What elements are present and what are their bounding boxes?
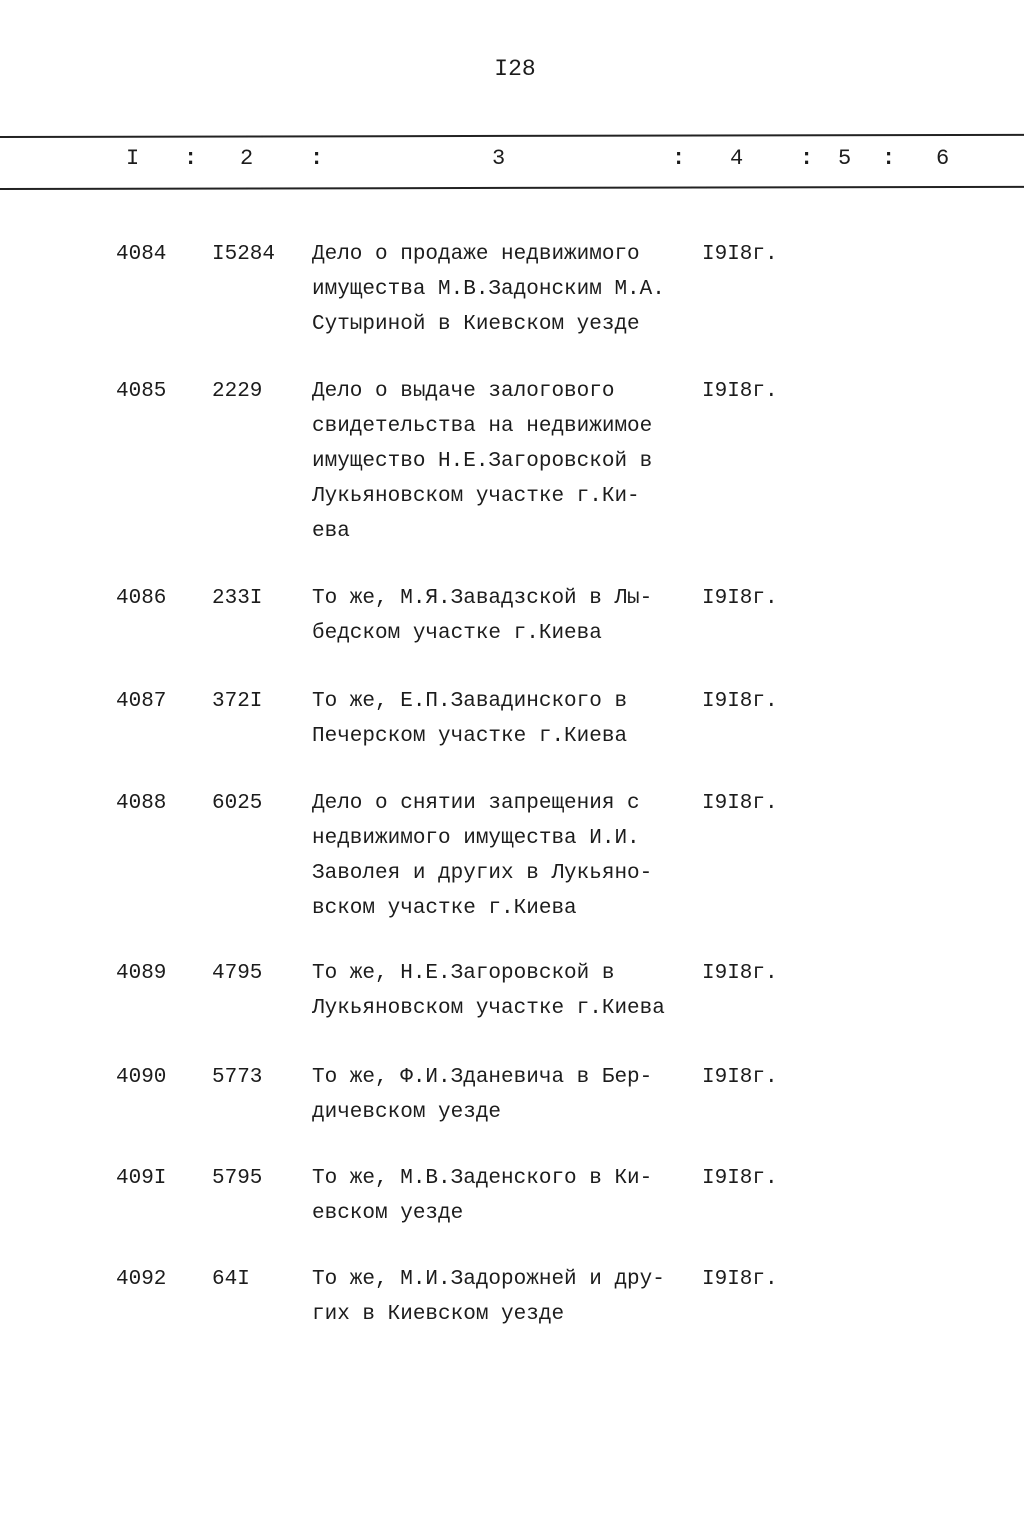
title-line: Лукьяновском участке г.Киева (312, 997, 665, 1020)
title-line: Лукьяновском участке г.Ки- (312, 485, 640, 508)
title-line: дичевском уезде (312, 1101, 502, 1124)
column-header-row (0, 146, 1024, 180)
entry-title (312, 1161, 712, 1231)
header-col-3: 3 (492, 146, 506, 171)
entry-number: 4089 (116, 962, 167, 985)
title-line: То же, М.И.Задорожней и дру- (312, 1268, 665, 1291)
entry-number: 4084 (116, 243, 167, 266)
archive-number: I5284 (212, 243, 276, 266)
archive-number: 2229 (212, 380, 263, 403)
title-line: То же, Е.П.Завадинского в (312, 690, 628, 713)
header-col-1: I (126, 146, 140, 171)
header-col-6: 6 (936, 146, 950, 171)
title-line: ева (312, 520, 350, 543)
archive-number: 64I (212, 1268, 250, 1291)
entry-year: I9I8г. (702, 380, 778, 403)
archive-number: 5773 (212, 1066, 263, 1089)
entry-title (312, 786, 712, 926)
archive-number: 5795 (212, 1167, 263, 1190)
entry-number: 4085 (116, 380, 167, 403)
archive-number: 233I (212, 587, 263, 610)
title-line: Дело о снятии запрещения с (312, 792, 640, 815)
header-col-4: 4 (730, 146, 744, 171)
title-line: свидетельства на недвижимое (312, 415, 653, 438)
entry-number: 4086 (116, 587, 167, 610)
entry-year: I9I8г. (702, 792, 778, 815)
entry-year: I9I8г. (702, 962, 778, 985)
page-number: I28 (494, 56, 536, 82)
entry-number: 4090 (116, 1066, 167, 1089)
entry-number: 4088 (116, 792, 167, 815)
title-line: Дело о продаже недвижимого (312, 243, 640, 266)
entry-title (312, 237, 712, 342)
title-line: То же, Н.Е.Загоровской в (312, 962, 615, 985)
title-line: То же, М.Я.Завадзской в Лы- (312, 587, 653, 610)
header-col-5: 5 (838, 146, 852, 171)
entry-year: I9I8г. (702, 1268, 778, 1291)
entry-title (312, 374, 712, 549)
header-bottom-rule (0, 186, 1024, 190)
archive-number: 4795 (212, 962, 263, 985)
title-line: гих в Киевском уезде (312, 1303, 565, 1326)
title-line: имущество Н.Е.Загоровской в (312, 450, 653, 473)
entry-year: I9I8г. (702, 243, 778, 266)
title-line: имущества М.В.Задонским М.А. (312, 278, 665, 301)
header-separator: : (882, 146, 896, 171)
entry-number: 409I (116, 1167, 167, 1190)
archive-number: 6025 (212, 792, 263, 815)
entry-number: 4087 (116, 690, 167, 713)
entry-title (312, 581, 712, 651)
title-line: То же, М.В.Заденского в Ки- (312, 1167, 653, 1190)
entry-year: I9I8г. (702, 1066, 778, 1089)
title-line: бедском участке г.Киева (312, 622, 602, 645)
header-separator: : (800, 146, 814, 171)
header-top-rule (0, 134, 1024, 138)
entry-year: I9I8г. (702, 690, 778, 713)
entry-year: I9I8г. (702, 1167, 778, 1190)
title-line: Печерском участке г.Киева (312, 725, 628, 748)
header-separator: : (310, 146, 324, 171)
entry-title (312, 1262, 712, 1332)
title-line: недвижимого имущества И.И. (312, 827, 640, 850)
header-separator: : (184, 146, 198, 171)
header-separator: : (672, 146, 686, 171)
title-line: То же, Ф.И.Зданевича в Бер- (312, 1066, 653, 1089)
title-line: Сутыриной в Киевском уезде (312, 313, 640, 336)
title-line: евском уезде (312, 1202, 464, 1225)
entry-title (312, 684, 712, 754)
title-line: Дело о выдаче залогового (312, 380, 615, 403)
title-line: вском участке г.Киева (312, 897, 577, 920)
title-line: Заволея и других в Лукьяно- (312, 862, 653, 885)
entry-title (312, 956, 712, 1026)
archive-number: 372I (212, 690, 263, 713)
entry-title (312, 1060, 712, 1130)
entry-number: 4092 (116, 1268, 167, 1291)
entry-year: I9I8г. (702, 587, 778, 610)
header-col-2: 2 (240, 146, 254, 171)
